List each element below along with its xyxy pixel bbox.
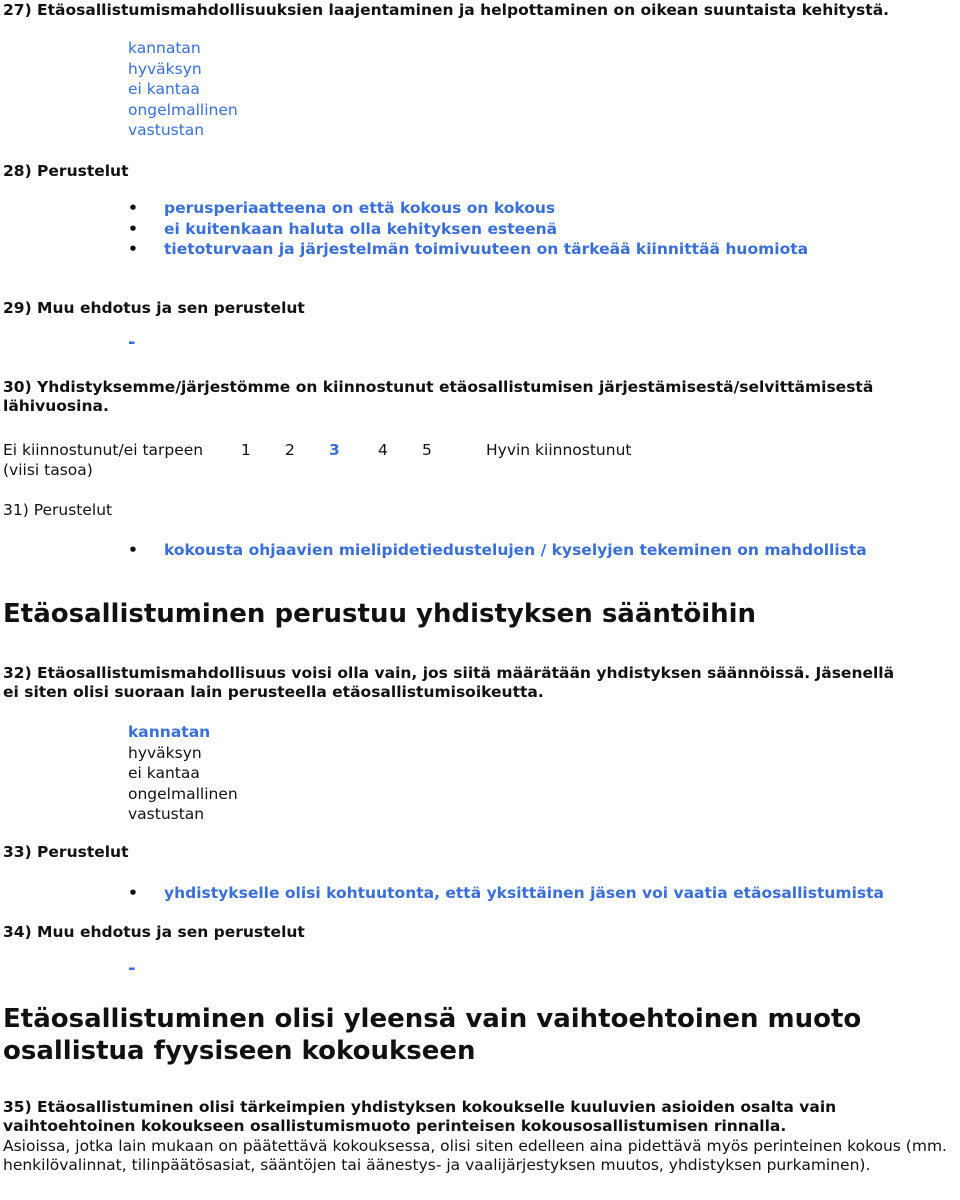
section-heading: Etäosallistuminen perustuu yhdistyksen sääntöihin [3,599,757,629]
scale-value-2: 2 [285,441,295,459]
q28-options [128,38,238,141]
bullet-icon: • [128,884,138,902]
scale-value-4: 4 [378,441,388,459]
list-item: • tietoturvaan ja järjestelmän toimivuuteen on tärkeää kiinnittää huomiota [128,240,809,258]
q32-text-line2: ei siten olisi suoraan lain perusteella etäosallistumisoikeutta. [3,683,544,701]
q33-option-ei-kantaa: ei kantaa [128,764,200,782]
q32-text-line1: 32) Etäosallistumismahdollisuus voisi olla vain, jos siitä määrätään yhdistyksen säännöissä. Jäsenellä [3,664,895,682]
scale-value-1: 1 [241,441,251,459]
q33-option-hyvaksyn: hyväksyn [128,743,202,762]
list-item: • perusperiaatteena on että kokous on kokous [128,199,556,217]
list-item: • ei kuitenkaan haluta olla kehityksen esteenä [128,219,558,238]
q34-label: 34) Muu ehdotus ja sen perustelut [3,923,305,941]
q28-option-ei-kantaa: ei kantaa [128,80,200,98]
q33-bullet-list [128,883,884,904]
scale-value-5: 5 [422,441,432,459]
q28-label: 28) Perustelut [3,162,129,180]
bullet-icon: • [128,240,138,258]
bullet-icon: • [128,219,138,238]
q34-answer: - [128,958,136,979]
q31-bullet-list [128,540,867,561]
q30-text-line2: lähivuosina. [3,397,109,415]
q31-label: 31) Perustelut [3,501,113,519]
q33-option-kannatan-selected: kannatan [128,723,211,741]
q35-body: Asioissa, jotka lain mukaan on päätettävä kokouksessa, olisi siten edelleen aina pidettävä myös perinteinen kokous (mm. henkilövalinnat, tilinpäätösasiat, sääntöjen tai äänestys- ja vaalijärjestyksen muutos, yhdistyksen purkaminen). [3,1137,947,1174]
q28-option-ongelmallinen: ongelmallinen [128,100,238,119]
section-heading-2-line1: Etäosallistuminen olisi yleensä vain vaihtoehtoinen muoto [3,1004,862,1034]
scale-max-label: Hyvin kiinnostunut [486,441,632,459]
scale-value-3-selected: 3 [329,441,340,459]
bullet-icon: • [128,541,138,559]
q28-option-kannatan: kannatan [128,39,201,57]
q28-option-hyvaksyn: hyväksyn [128,59,202,78]
q28-option-vastustan: vastustan [128,121,205,139]
q30-scale [3,440,903,462]
q33-option-vastustan: vastustan [128,805,205,823]
q33-label: 33) Perustelut [3,843,129,861]
list-item: • kokousta ohjaavien mielipidetiedustelujen / kyselyjen tekeminen on mahdollista [128,541,867,559]
scale-min-label: Ei kiinnostunut/ei tarpeen [3,441,204,459]
bullet-icon: • [128,199,138,217]
scale-note: (viisi tasoa) [3,461,93,479]
q28-bullet-list [128,198,808,260]
q35-text-line2: vaihtoehtoinen kokoukseen osallistumismuoto perinteisen kokousosallistumisen rinnalla. [3,1117,787,1135]
section-heading-2-line2: osallistua fyysiseen kokoukseen [3,1036,476,1066]
question-27: 27) Etäosallistumismahdollisuuksien laajentaminen ja helpottaminen on oikean suuntaista kehitystä. [3,1,890,19]
list-item: • yhdistykselle olisi kohtuutonta, että yksittäinen jäsen voi vaatia etäosallistumista [128,884,884,902]
q33-option-ongelmallinen: ongelmallinen [128,784,238,803]
q35-text-line1: 35) Etäosallistuminen olisi tärkeimpien yhdistyksen kokoukselle kuuluvien asioiden osalta vain [3,1098,837,1116]
q33-options [128,722,238,825]
q29-label: 29) Muu ehdotus ja sen perustelut [3,299,305,317]
q29-answer: - [128,332,136,353]
q30-text-line1: 30) Yhdistyksemme/järjestömme on kiinnostunut etäosallistumisen järjestämisestä/selvittämisestä [3,378,874,396]
